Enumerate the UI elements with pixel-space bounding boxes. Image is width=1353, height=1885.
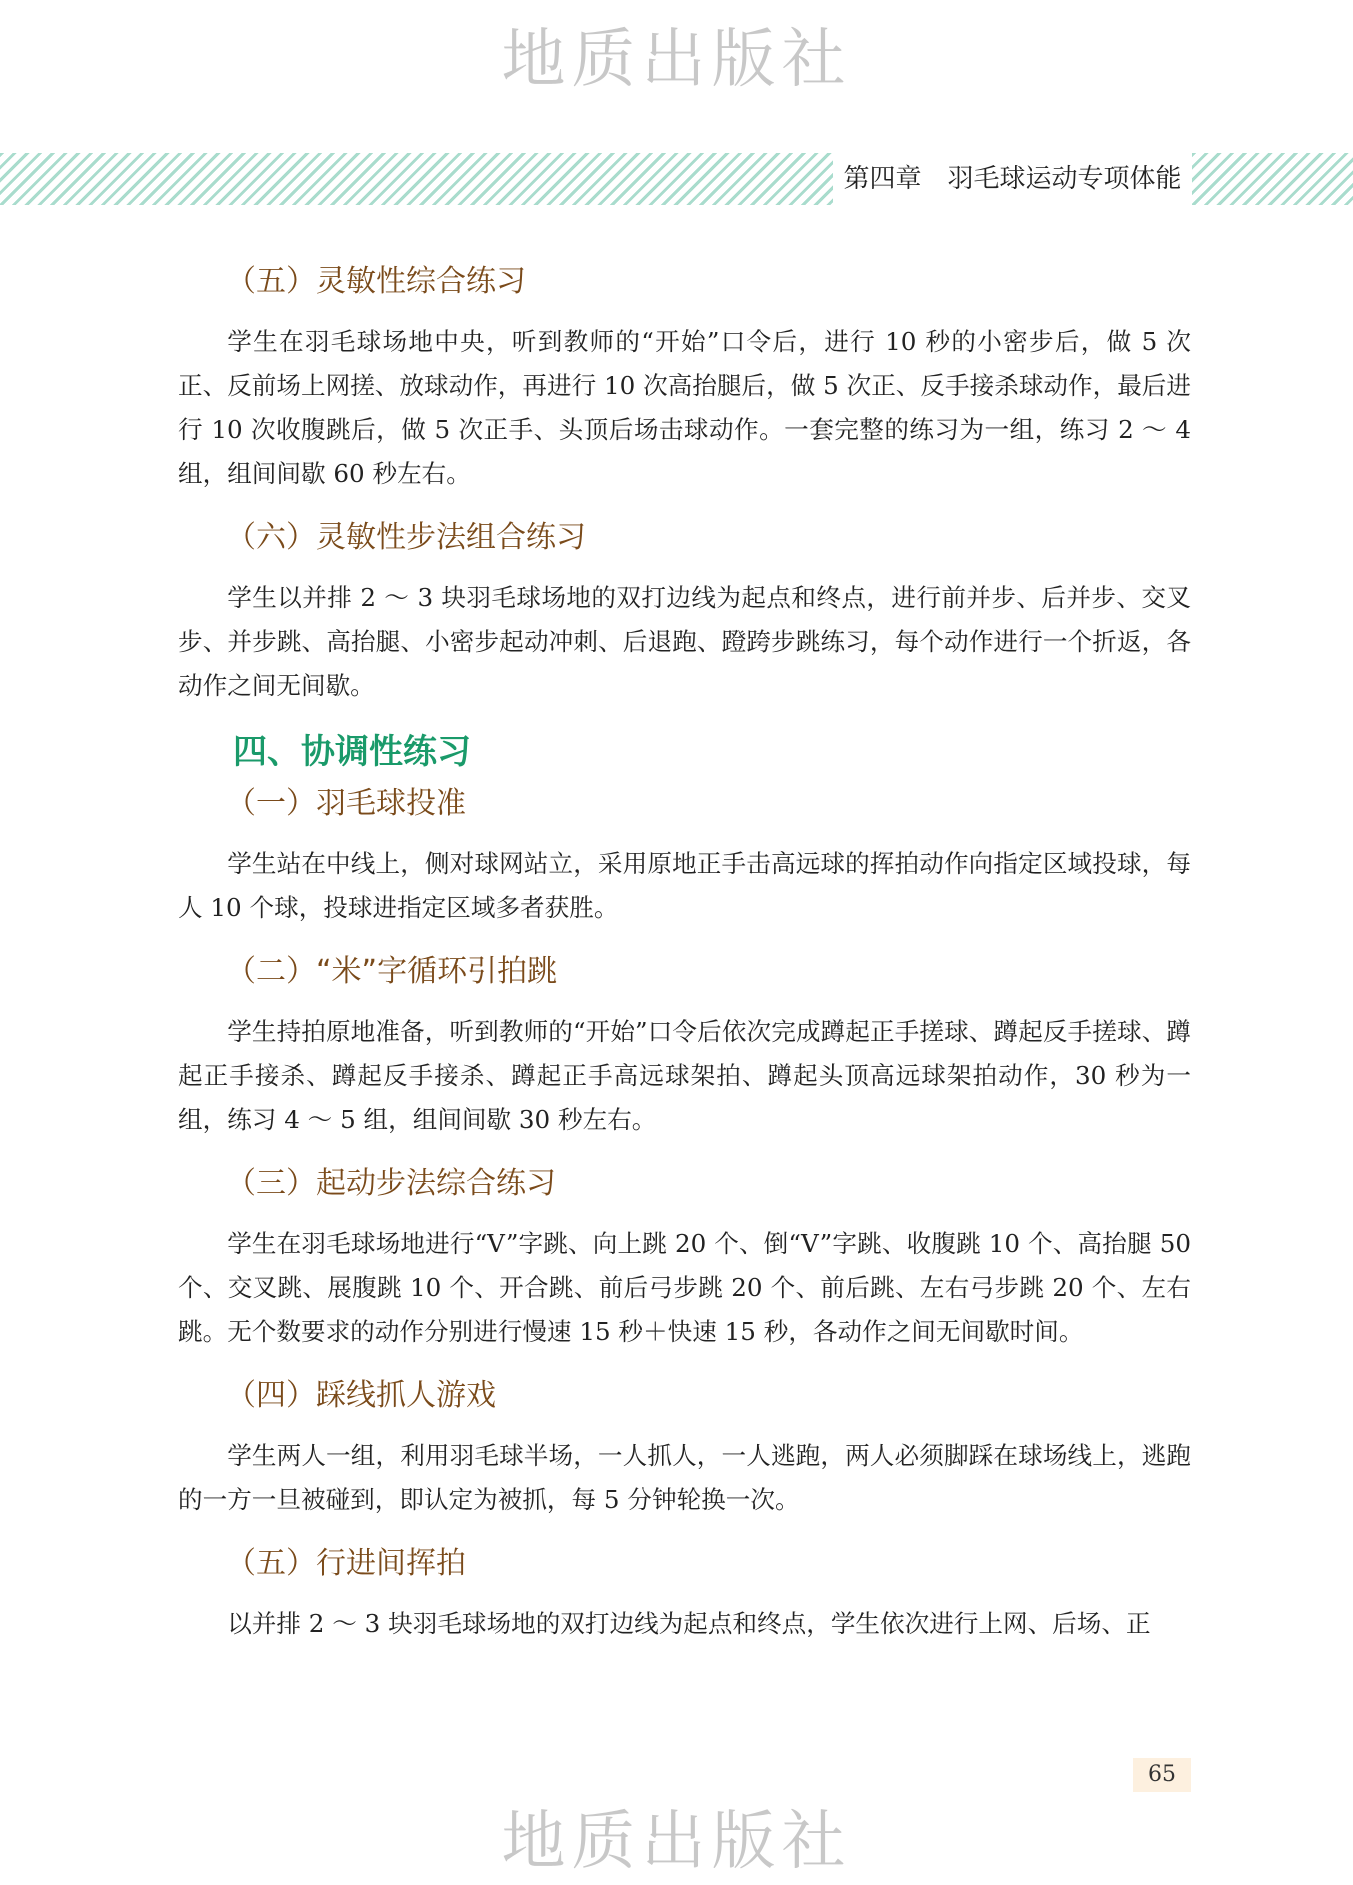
page-body xyxy=(178,262,1191,1668)
publisher-watermark-bottom: 地质出版社 xyxy=(501,1805,852,1879)
header-stripe-right xyxy=(1192,153,1353,205)
heading-line-tag: （四）踩线抓人游戏 xyxy=(226,1378,496,1413)
chapter-title: 第四章 羽毛球运动专项体能 xyxy=(833,156,1192,202)
para-line-tag: 学生两人一组，利用羽毛球半场，一人抓人，一人逃跑，两人必须脚踩在球场线上，逃跑的一方一旦被碰到，即认定为被抓，每 5 分钟轮换一次。 xyxy=(178,1441,1191,1514)
heading-moving-swing: （五）行进间挥拍 xyxy=(226,1546,466,1581)
para-moving-swing: 以并排 2 ～ 3 块羽毛球场地的双打边线为起点和终点，学生依次进行上网、后场、正 xyxy=(227,1609,1151,1638)
section-coordination: 四、协调性练习 xyxy=(233,732,471,772)
para-shuttle-throw: 学生站在中线上，侧对球网站立，采用原地正手击高远球的挥拍动作向指定区域投球，每人 10 个球，投球进指定区域多者获胜。 xyxy=(178,849,1191,922)
heading-mi-pattern: （二）“米”字循环引拍跳 xyxy=(226,954,558,989)
para-agility-footwork: 学生以并排 2 ～ 3 块羽毛球场地的双打边线为起点和终点，进行前并步、后并步、交叉步、并步跳、高抬腿、小密步起动冲刺、后退跑、蹬跨步跳练习，每个动作进行一个折返，各动作之间无间歇。 xyxy=(178,583,1191,700)
heading-agility-footwork: （六）灵敏性步法组合练习 xyxy=(226,520,586,555)
para-mi-pattern: 学生持拍原地准备，听到教师的“开始”口令后依次完成蹲起正手搓球、蹲起反手搓球、蹲起正手接杀、蹲起反手接杀、蹲起正手高远球架拍、蹲起头顶高远球架拍动作，30 秒为一组，练习 4 ～ 5 组，组间间歇 30 秒左右。 xyxy=(178,1017,1191,1134)
publisher-watermark-top: 地质出版社 xyxy=(501,23,852,97)
header-stripe-left xyxy=(0,153,833,205)
para-agility-comprehensive: 学生在羽毛球场地中央，听到教师的“开始”口令后，进行 10 秒的小密步后，做 5 次正、反前场上网搓、放球动作，再进行 10 次高抬腿后，做 5 次正、反手接杀球动作，最后进行 10 次收腹跳后，做 5 次正手、头顶后场击球动作。一套完整的练习为一组，练习 2 ～ 4 组，组间间歇 60 秒左右。 xyxy=(178,327,1191,488)
page-number: 65 xyxy=(1133,1758,1191,1792)
heading-shuttle-throw: （一）羽毛球投准 xyxy=(226,786,466,821)
heading-agility-comprehensive: （五）灵敏性综合练习 xyxy=(226,264,526,299)
para-start-footwork: 学生在羽毛球场地进行“V”字跳、向上跳 20 个、倒“V”字跳、收腹跳 10 个、高抬腿 50 个、交叉跳、展腹跳 10 个、开合跳、前后弓步跳 20 个、前后跳、左右弓步跳 20 个、左右跳。无个数要求的动作分别进行慢速 15 秒＋快速 15 秒，各动作之间无间歇时间。 xyxy=(178,1229,1191,1346)
heading-start-footwork: （三）起动步法综合练习 xyxy=(226,1166,556,1201)
